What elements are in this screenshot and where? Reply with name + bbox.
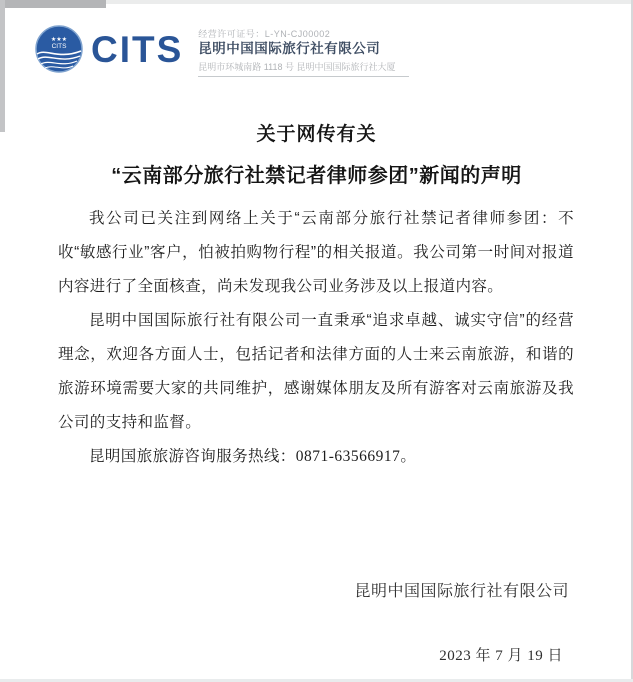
statement-body xyxy=(58,202,574,474)
letterhead-info xyxy=(198,26,409,77)
cits-wordmark: CITS xyxy=(91,29,184,70)
letterhead-company-name: 昆明中国国际旅行社有限公司 xyxy=(198,41,381,56)
statement-hotline xyxy=(58,440,574,474)
statement-date: 2023 年 7 月 19 日 xyxy=(439,648,563,664)
statement-title xyxy=(0,119,633,188)
cits-globe-logo-icon xyxy=(34,24,84,79)
photo-edge-left xyxy=(0,0,5,132)
photo-edge-top-left xyxy=(0,0,106,8)
photo-edge-top xyxy=(106,0,633,4)
statement-title-line2: “云南部分旅行社禁记者律师参团”新闻的声明 xyxy=(111,165,522,187)
statement-paragraph-1: 我公司已关注到网络上关于“云南部分旅行社禁记者律师参团：不收“敏感行业”客户，怕被拍购物行程”的相关报道。我公司第一时间对报道内容进行了全面核查，尚未发现我公司业务涉及以上报道内容。 xyxy=(58,210,574,295)
hotline-number: 0871-63566917。 xyxy=(295,448,417,465)
svg-text:CITS: CITS xyxy=(51,43,67,50)
company-address: 昆明市环城南路 1118 号 昆明中国国际旅行社大厦 xyxy=(198,61,409,77)
letterhead xyxy=(34,24,409,79)
svg-text:★★★: ★★★ xyxy=(50,37,68,43)
signature-company: 昆明中国国际旅行社有限公司 xyxy=(354,583,569,600)
statement-paragraph-2: 昆明中国国际旅行社有限公司一直秉承“追求卓越、诚实守信”的经营理念，欢迎各方面人士，包括记者和法律方面的人士来云南旅游，和谐的旅游环境需要大家的共同维护，感谢媒体朋友及所有游客对云南旅游及我公司的支持和监督。 xyxy=(58,312,574,431)
license-number: 经营许可证号：L-YN-CJ00002 xyxy=(198,29,331,39)
hotline-label: 昆明国旅旅游咨询服务热线： xyxy=(89,448,296,465)
statement-title-line1: 关于网传有关 xyxy=(256,124,377,145)
